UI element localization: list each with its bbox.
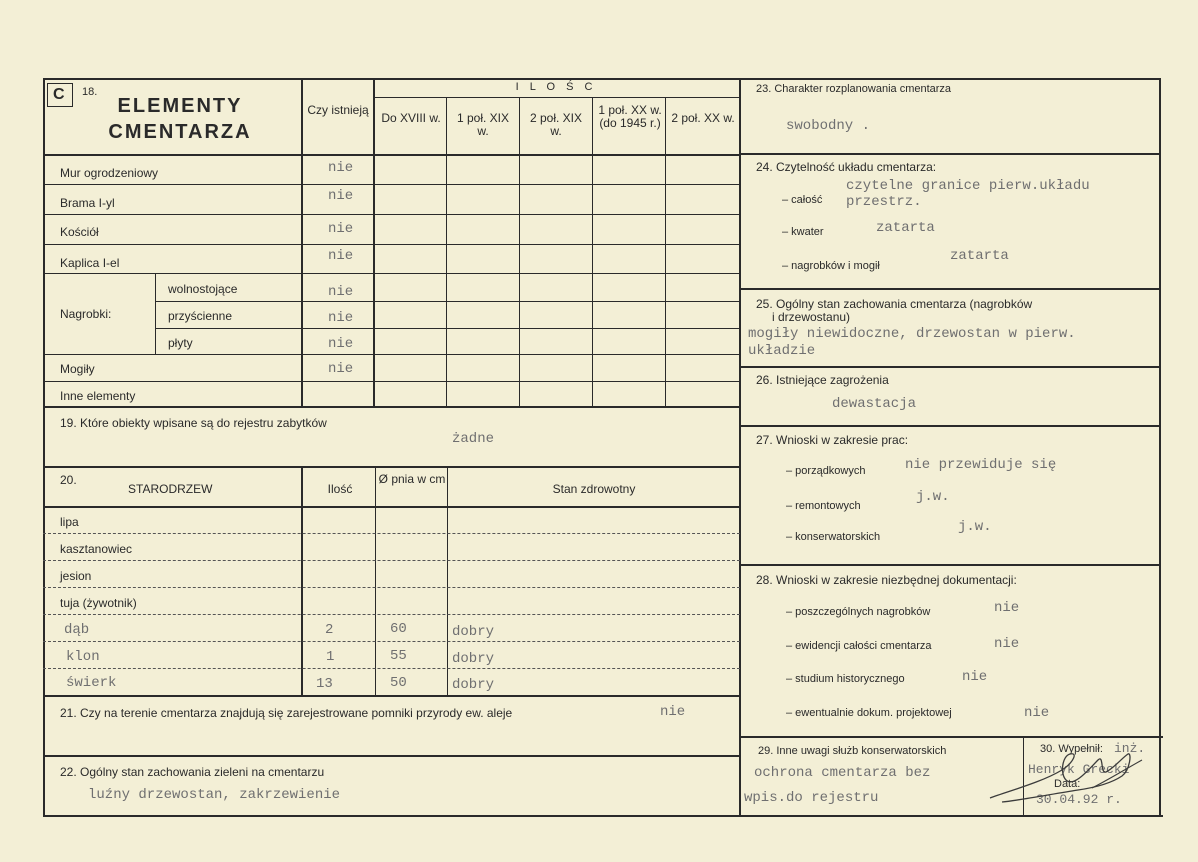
tree-dab-state: dobry [452,624,495,640]
sec29-label: 29. Inne uwagi służb konserwatorskich [758,745,947,757]
sec23-value: swobodny . [786,118,871,134]
sec24-kwater-value: zatarta [876,220,935,236]
tree-tuja: tuja (żywotnik) [60,596,137,610]
sec30-date: 30.04.92 r. [1036,792,1122,807]
tree-klon-state: dobry [452,651,495,667]
sec26-label: 26. Istniejące zagrożenia [756,373,889,387]
sec19-value: żadne [452,431,495,447]
row-value-mogily: nie [328,361,354,377]
sec19-label: 19. Które obiekty wpisane są do rejestru zabytków [60,416,327,430]
sec30-label: 30. Wypełnił: [1040,743,1103,755]
sec27-remontowych-label: – remontowych [786,500,861,512]
sec24-label: 24. Czytelność układu cmentarza: [756,160,937,174]
tree-klon-qty: 1 [326,649,335,665]
sec25-label-2: i drzewostanu) [772,310,851,324]
sec28-nagrobkow-label: – poszczególnych nagrobków [786,606,931,618]
tree-swierk-state: dobry [452,677,495,693]
row-label-mogily: Mogiły [60,362,95,376]
tree-dab-dia: 60 [390,621,407,637]
tree-swierk-qty: 13 [316,676,333,692]
sec28-studium-label: – studium historycznego [786,673,905,685]
nagrobki-value-plyty: nie [328,336,354,352]
sec28-projektowej-value: nie [1024,705,1050,721]
row-value-brama: nie [328,188,354,204]
nagrobki-label: Nagrobki: [60,307,112,321]
section-c-label: C [53,86,65,103]
sec29-value-1: ochrona cmentarza bez [754,765,931,781]
cmentarza-title: CMENTARZA [108,121,252,143]
sec28-ewidencji-value: nie [994,636,1020,652]
sec24-calosc-value-1: czytelne granice pierw.układu [846,178,1090,194]
sec25-label-1: 25. Ogólny stan zachowania cmentarza (nagrobków [756,297,1033,311]
sec27-konserwatorskich-value: j.w. [958,519,992,535]
sec20-number: 20. [60,473,77,487]
sec23-label: 23. Charakter rozplanowania cmentarza [756,83,952,95]
sec25-value-1: mogiły niewidoczne, drzewostan w pierw. [748,326,1076,342]
row-label-brama: Brama I-yl [60,196,115,210]
nagrobki-label-wolnostojace: wolnostojące [168,282,238,296]
tree-kasztanowiec: kasztanowiec [60,542,133,556]
sec24-nagrobkow-label: – nagrobków i mogił [782,260,880,272]
period-header-3: 1 poł. XX w. (do 1945 r.) [598,103,662,130]
sec25-value-2: układzie [748,343,816,359]
nagrobki-label-przyscienne: przyścienne [168,309,233,323]
row-value-mur: nie [328,160,354,176]
sec27-porzadkowych-value: nie przewiduje się [905,457,1057,473]
sec28-nagrobkow-value: nie [994,600,1020,616]
tree-swierk-dia: 50 [390,675,407,691]
period-header-4: 2 poł. XX w. [671,111,735,125]
tree-dab-name: dąb [64,622,90,638]
nagrobki-value-wolnostojace: nie [328,284,354,300]
period-header-1: 1 poł. XIX w. [456,111,510,138]
row-label-mur: Mur ogrodzeniowy [60,166,159,180]
row-value-kaplica: nie [328,248,354,264]
sec24-kwater-label: – kwater [782,226,824,238]
sec26-value: dewastacja [832,396,917,412]
tree-lipa: lipa [60,515,79,529]
tree-klon-dia: 55 [390,648,407,664]
sec29-value-2: wpis.do rejestru [744,790,879,806]
period-header-2: 2 poł. XIX w. [529,111,583,138]
tree-swierk-name: świerk [66,675,117,691]
sec27-label: 27. Wnioski w zakresie prac: [756,433,909,447]
tree-klon-name: klon [66,649,100,665]
tree-dab-qty: 2 [325,622,334,638]
starodrzew-ilosc-header: Ilość [327,482,353,496]
sec22-value: luźny drzewostan, zakrzewienie [88,787,341,803]
sec28-label: 28. Wnioski w zakresie niezbędnej dokumentacji: [756,573,1017,587]
sec24-calosc-value-2: przestrz. [846,194,922,210]
starodrzew-pnia-header: Ø pnia w cm [378,472,446,486]
sec21-label: 21. Czy na terenie cmentarza znajdują się zarejestrowane pomniki przyrody ew. aleje [60,706,513,720]
sec22-label: 22. Ogólny stan zachowania zieleni na cmentarzu [60,765,325,779]
ilosc-header: I L O Ś C [515,81,597,93]
sec21-value: nie [660,704,686,720]
sec28-projektowej-label: – ewentualnie dokum. projektowej [786,707,952,719]
sec30-title: inż. [1114,741,1146,756]
starodrzew-stan-header: Stan zdrowotny [552,482,636,496]
czy-istnieja-header: Czy istnieją [307,103,369,117]
elementy-title: ELEMENTY [117,95,243,117]
row-label-kaplica: Kaplica I-el [60,256,120,270]
period-header-0: Do XVIII w. [381,111,441,125]
row-label-inne: Inne elementy [60,389,136,403]
nagrobki-label-plyty: płyty [168,336,193,350]
sec27-porzadkowych-label: – porządkowych [786,465,866,477]
sec30-date-label: Data: [1054,778,1081,790]
sec27-remontowych-value: j.w. [916,489,950,505]
signature-icon [982,740,1152,810]
sec27-konserwatorskich-label: – konserwatorskich [786,531,881,543]
starodrzew-title: STARODRZEW [128,482,213,496]
section-18-number: 18. [82,86,98,98]
row-value-kosciol: nie [328,221,354,237]
sec28-studium-value: nie [962,669,988,685]
tree-jesion: jesion [60,569,92,583]
nagrobki-value-przyscienne: nie [328,310,354,326]
row-label-kosciol: Kościół [60,225,99,239]
sec28-ewidencji-label: – ewidencji całości cmentarza [786,640,932,652]
sec24-calosc-label: – całość [782,194,823,206]
sec30-name: Henryk Grecki [1028,762,1130,777]
sec24-nagrobkow-value: zatarta [950,248,1009,264]
